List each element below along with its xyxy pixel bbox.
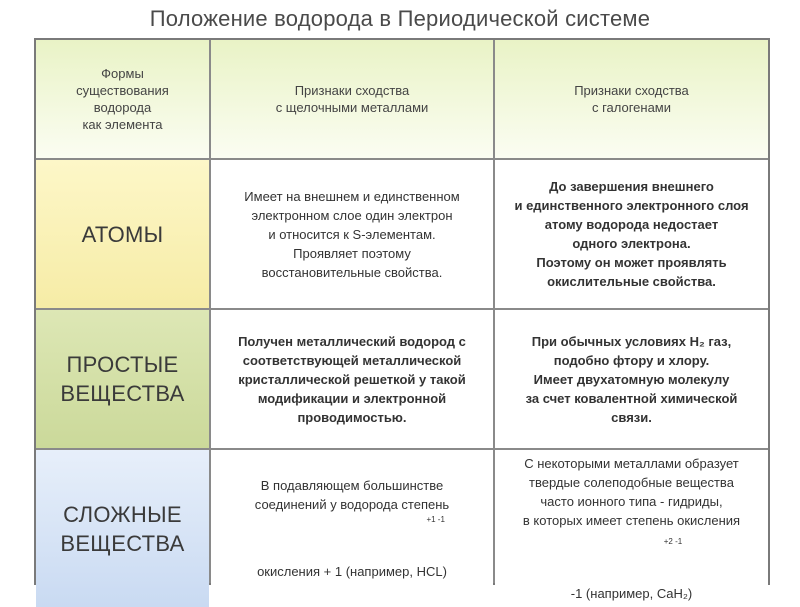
header-halogen [495,40,768,158]
header-alkali-label: Признаки сходства с щелочными металлами [275,83,429,115]
header-forms [36,40,209,158]
oxidation-state-hcl: +1 -1 [426,515,445,524]
cell-simple-alkali-text: Получен металлический водород с соответствующей металлической кристаллической решеткой у такой модификации и электронной проводимостью. [238,333,466,425]
row-label-atoms-text: АТОМЫ [81,221,164,247]
row-label-complex [36,450,209,607]
cell-atoms-halogen-text: До завершения внешнего и единственного электронного слоя атому водорода недостает одного электрона. Поэтому он может проявлять окислительные свойства. [514,179,749,289]
row-label-simple-text: ПРОСТЫЕ ВЕЩЕСТВА [60,352,185,406]
header-halogen-label: Признаки сходства с галогенами [574,83,689,115]
oxidation-state-cah2: +2 -1 [663,537,683,546]
cell-atoms-alkali-text: Имеет на внешнем и единственном электронном слое один электрон и относится к S-элементам. Проявляет поэтому восстановительные свойства. [244,188,460,280]
row-label-atoms [36,160,209,308]
cell-atoms-alkali [211,160,493,308]
cell-simple-alkali [211,310,493,448]
row-label-complex-text: СЛОЖНЫЕ ВЕЩЕСТВА [60,501,185,556]
formula-cah2: -1 (например, CaH₂) [570,586,693,601]
formula-hcl: окисления + 1 (например, HCL) [257,564,447,579]
cell-simple-halogen-text: При обычных условиях H₂ газ, подобно фтору и хлору. Имеет двухатомную молекулу за счет ковалентной химической связи. [525,333,738,425]
page-title: Положение водорода в Периодической системе [149,6,651,31]
cell-complex-alkali-text: В подавляющем большинстве соединений у водорода степень [254,478,450,512]
cell-complex-halogen [495,450,768,607]
cell-complex-halogen-text: С некоторыми металлами образует твердые солеподобные вещества часто ионного типа - гидриды, в которых имеет степень окисления [522,456,741,528]
header-alkali [211,40,493,158]
row-label-simple [36,310,209,448]
cell-simple-halogen [495,310,768,448]
cell-complex-alkali [211,450,493,607]
header-forms-label: Формы существования водорода как элемента [76,66,169,132]
comparison-table [34,38,770,601]
cell-atoms-halogen [495,160,768,308]
